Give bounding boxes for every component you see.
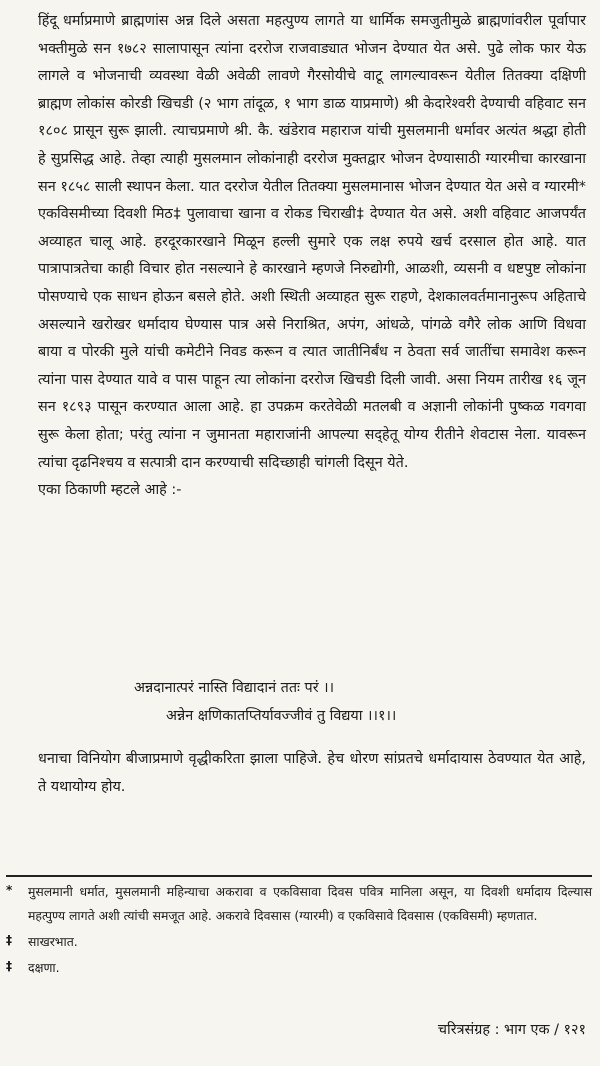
body-paragraph: हिंदू धर्माप्रमाणे ब्राह्मणांस अन्न दिले असता महत्पुण्य लागते या धार्मिक समजुतीमुळे ब्राह्मणांवरील पूर्वापार भक्तीमुळे सन १७८२ सालापासून त्यांना दररोज राजवाड्यात भोजन देण्यात येत असे. पुढे लोक फार येऊ लागले व भोजनाची व्यवस्था वेळी अवेळी लावणे गैरसोयीचे वाटू लागल्यावरून येतील तितक्या दक्षिणी ब्राह्मण लोकांस कोरडी खिचडी (२ भाग तांदूळ, १ भाग डाळ याप्रमाणे) श्री केदारेश्वरी देण्याची वहिवाट सन १८०८ प्रासून सुरू झाली. त्याचप्रमाणे श्री. कै. खंडेराव महाराज यांची मुसलमानी धर्मावर अत्यंत श्रद्धा होती हे सुप्रसिद्ध आहे. तेव्हा त्याही मुसलमान लोकांनाही दररोज मुक्तद्वार भोजन देण्यासाठी ग्यारमीचा कारखाना सन १८५८ साली स्थापन केला. यात दररोज येतील तितक्या मुसलमानास भोजन देण्यात येत असे व ग्यारमी* एकविसमीच्या दिवशी मिठ‡ पुलावाचा खाना व रोकड चिराखी‡ देण्यात येत असे. अशी वहिवाट आजपर्यंत अव्याहत चालू आहे. हरदूरकारखाने मिळून हल्ली सुमारे एक लक्ष रुपये खर्च दरसाल होत आहे. यात पात्रापात्रतेचा काही विचार होत नसल्याने हे कारखाने म्हणजे निरुद्योगी, आळशी, व्यसनी व धष्टपुष्ट लोकांना पोसण्याचे एक साधन होऊन बसले होते. अशी स्थिती अव्याहत सुरू राहणे, देशकालवर्तमानानुरूप अहिताचे असल्याने खरोखर धर्मादाय घेण्यास पात्र असे निराश्रित, अपंग, आंधळे, पांगळे वगैरे लोक आणि विधवा बाया व पोरकी मुले यांची कमेटीने निवड करून व त्यात जातीनिर्बंध न ठेवता सर्व जातींचा समावेश करून त्यांना पास देण्यात यावे व पास पाहून त्या लोकांना दररोज खिचडी दिली जावी. असा नियम तारीख १६ जून सन १८९३ पासून करण्यात आला आहे. हा उपक्रम करतेवेळी मतलबी व अज्ञानी लोकांनी पुष्कळ गवगवा सुरू केला होता; परंतु त्यांना न जुमानता महाराजांनी आपल्या सद्हेतू योग्य रीतीने शेवटास नेला. यावरून त्यांचा दृढनिश्चय व सत्पात्री दान करण्याची सदिच्छाही चांगली दिसून येते. <box>38 13 586 471</box>
footnote-mark: * <box>6 883 13 897</box>
verse-line-2: अन्नेन क्षणिकातप्तिर्यावज्जीवं तु विद्यया ।।१।। <box>166 708 397 724</box>
main-paragraph <box>38 8 586 505</box>
quote-intro: एका ठिकाणी म्हटले आहे :- <box>38 482 182 499</box>
footnote-text: साखरभात. <box>28 934 78 949</box>
footnote-3 <box>6 956 592 980</box>
footnote-text: दक्षणा. <box>28 960 60 975</box>
footnote-2 <box>6 930 592 954</box>
closing-paragraph <box>38 746 586 801</box>
footnote-mark: ‡ <box>6 959 12 973</box>
footnote-divider <box>6 875 592 877</box>
footnotes <box>6 880 592 982</box>
footnote-mark: ‡ <box>6 933 12 947</box>
footnote-text: मुसलमानी धर्मात, मुसलमानी महिन्याचा अकरावा व एकविसावा दिवस पवित्र मानिला असून, या दिवशी धर्मादाय दिल्यास महत्पुण्य लागते अशी त्यांची समजूत आहे. अकरावे दिवसास (ग्यारमी) व एकविसावे दिवसास (एकविसमी) म्हणतात. <box>28 884 592 923</box>
closing-text: धनाचा विनियोग बीजाप्रमाणे वृद्धीकरिता झाला पाहिजे. हेच धोरण सांप्रतचे धर्मादायास ठेवण्यात येत आहे, ते यथायोग्य होय. <box>38 751 586 795</box>
footnote-1 <box>6 880 592 928</box>
verse-line-1: अन्नदानात्परं नास्ति विद्यादानं ततः परं ।। <box>134 680 335 696</box>
page-footer: चरित्रसंग्रह : भाग एक / १२१ <box>437 1022 586 1038</box>
